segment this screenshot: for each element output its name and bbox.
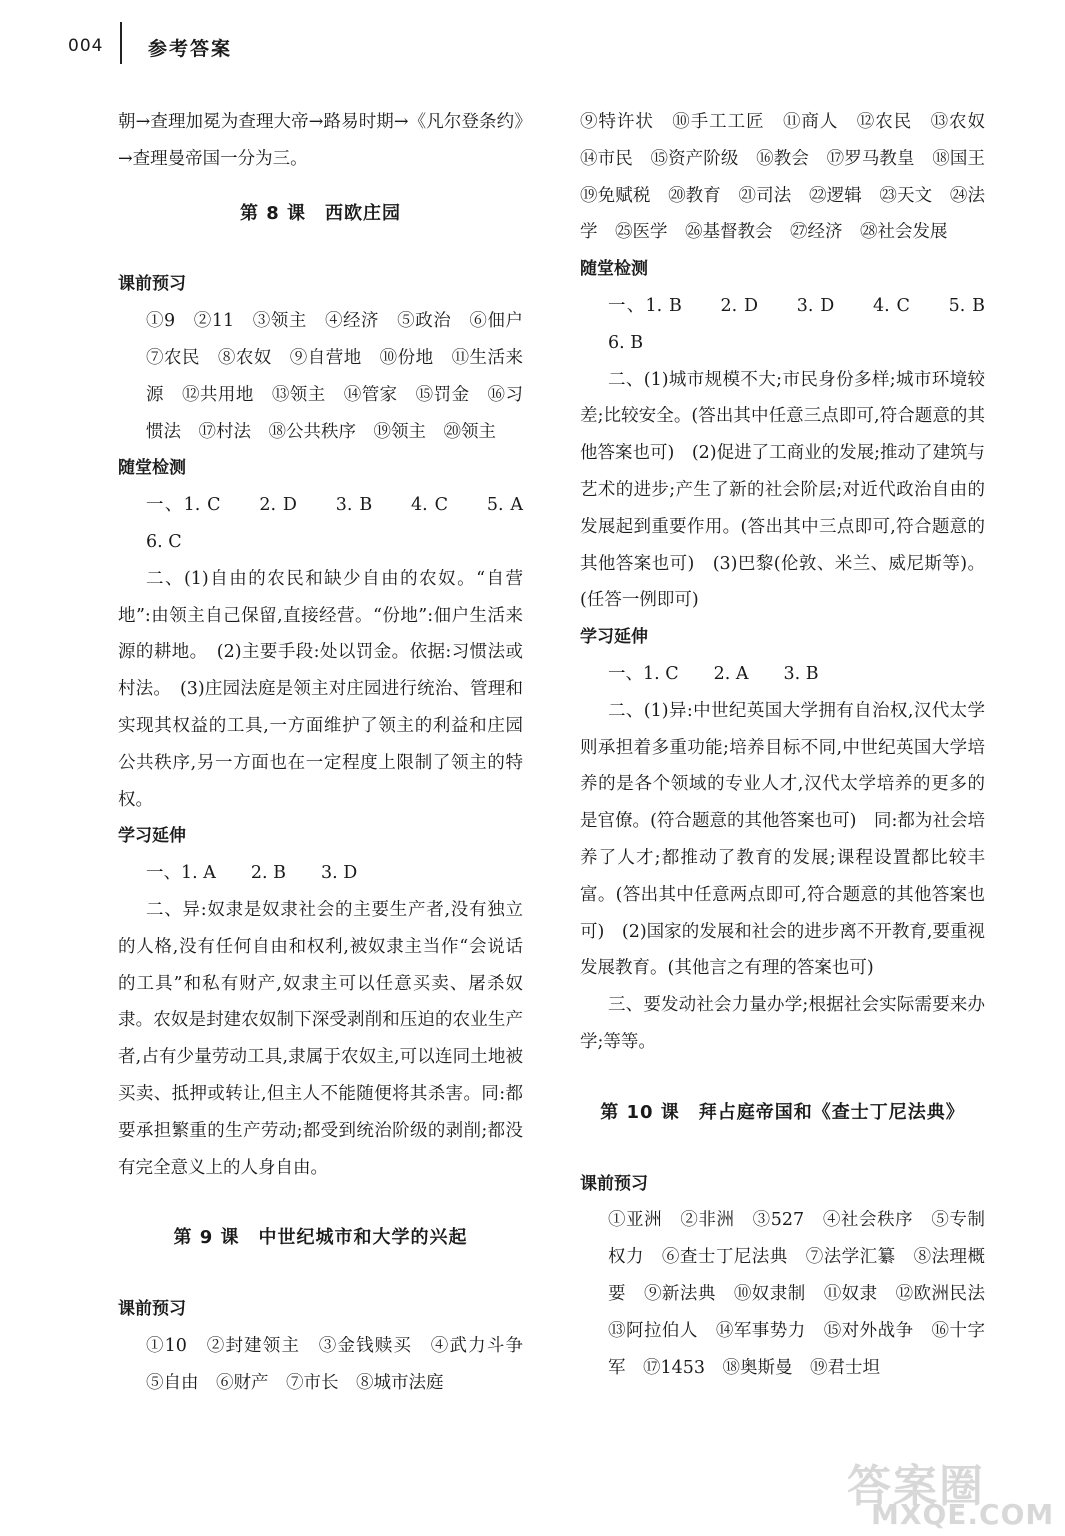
lesson-8-extension-mc: 一、1. A 2. B 3. D <box>146 863 358 884</box>
page-number: 004 <box>68 36 104 56</box>
lesson-8-extension-q2: 二、异:奴隶是奴隶社会的主要生产者,没有独立的人格,没有任何自由和权利,被奴隶主当作“会说话的工具”和私有财产,奴隶主可以任意买卖、屠杀奴隶。农奴是封建农奴制下深受剥削和压迫的农业生产者,占有少量劳动工具,隶属于农奴主,可以连同土地被买卖、抵押或转让,但主人不能随便将其杀害。同:都要承担繁重的生产劳动;都受到统治阶级的剥削;都没有完全意义上的人身自由。 <box>118 899 523 1178</box>
lesson-8-check-mc: 一、1. C 2. D 3. B 4. C 5. A 6. C <box>146 495 558 552</box>
lesson-9-check-heading: 随堂检测 <box>580 259 648 280</box>
lesson-10-preview-answers: ①亚洲 ②非洲 ③527 ④社会秩序 ⑤专制权力 ⑥查士丁尼法典 ⑦法学汇纂 ⑧法理概要 ⑨新法典 ⑩奴隶制 ⑪奴隶 ⑫欧洲民法 ⑬阿拉伯人 ⑭军事势力 ⑮对外战争 ⑯十字军 ⑰1453 ⑱奥斯曼 ⑲君士坦 <box>608 1210 1003 1378</box>
running-title: 参考答案 <box>148 38 233 60</box>
lesson-9-extension-q3: 三、要发动社会力量办学;根据社会实际需要来办学;等等。 <box>580 995 985 1052</box>
lesson-8-preview-answers: ①9 ②11 ③领主 ④经济 ⑤政治 ⑥佃户 ⑦农民 ⑧农奴 ⑨自营地 ⑩份地 ⑪生活来源 ⑫共用地 ⑬领主 ⑭管家 ⑮罚金 ⑯习惯法 ⑰村法 ⑱公共秩序 ⑲领主 ⑳领主 <box>146 311 541 442</box>
header-divider <box>120 22 122 64</box>
lesson-8-preview-heading: 课前预习 <box>118 274 186 295</box>
lesson-10-preview-heading: 课前预习 <box>580 1173 648 1194</box>
watermark-url: MXQE.COM <box>871 1498 1055 1531</box>
left-column <box>118 104 558 1402</box>
lesson-8-check-q2: 二、(1)自由的农民和缺少自由的农奴。“自营地”:由领主自己保留,直接经营。“份地”:佃户生活来源的耕地。 (2)主要手段:处以罚金。依据:习惯法或村法。 (3)庄园法庭是领主对庄园进行统治、管理和实现其权益的工具,一方面维护了领主的利益和庄园公共秩序,另一方面也在一定程度上限制了领主的特权。 <box>118 568 523 810</box>
lesson-9-preview-answers: ①10 ②封建领主 ③金钱赎买 ④武力斗争 ⑤自由 ⑥财产 ⑦市长 ⑧城市法庭 <box>146 1335 541 1393</box>
lesson-8-check-heading: 随堂检测 <box>118 458 186 479</box>
page-header <box>0 0 1065 70</box>
lesson-9-extension-mc: 一、1. C 2. A 3. B <box>608 663 819 684</box>
lesson-9-preview-heading: 课前预习 <box>118 1299 186 1320</box>
lesson-9-preview-answers-cont: ⑨特许状 ⑩手工工匠 ⑪商人 ⑫农民 ⑬农奴 ⑭市民 ⑮资产阶级 ⑯教会 ⑰罗马教皇 ⑱国王 ⑲免赋税 ⑳教育 ㉑司法 ㉒逻辑 ㉓天文 ㉔法学 ㉕医学 ㉖基督教会 ㉗经济 ㉘社会发展 <box>580 112 1003 243</box>
watermark-logo <box>847 1450 1055 1531</box>
lesson-10-title: 第 10 课 拜占庭帝国和《查士丁尼法典》 <box>600 1101 965 1123</box>
lesson-9-check-mc: 一、1. B 2. D 3. D 4. C 5. B 6. B <box>608 295 1020 353</box>
watermark-text: 答案圈 <box>847 1461 985 1512</box>
lesson-9-check-q2: 二、(1)城市规模不大;市民身份多样;城市环境较差;比较安全。(答出其中任意三点即可,符合题意的其他答案也可) (2)促进了工商业的发展;推动了建筑与艺术的进步;产生了新的社会阶层;对近代政治自由的发展起到重要作用。(答出其中三点即可,符合题意的其他答案也可) (3)巴黎(伦敦、米兰、威尼斯等)。(任答一例即可) <box>580 369 986 611</box>
lesson-9-extension-heading: 学习延伸 <box>580 627 648 648</box>
lesson-9-title: 第 9 课 中世纪城市和大学的兴起 <box>173 1227 468 1249</box>
lesson-8-extension-heading: 学习延伸 <box>118 826 186 847</box>
lesson-8-title: 第 8 课 西欧庄园 <box>239 202 402 224</box>
intro-paragraph: 朝→查理加冕为查理大帝→路易时期→《凡尔登条约》→查理曼帝国一分为三。 <box>118 112 523 169</box>
lesson-9-extension-q2: 二、(1)异:中世纪英国大学拥有自治权,汉代太学则承担着多重功能;培养目标不同,中世纪英国大学培养的是各个领域的专业人才,汉代太学培养的更多的是官僚。(符合题意的其他答案也可) 同:都为社会培养了人才;都推动了教育的发展;课程设置都比较丰富。(答出其中任意两点即可,符合题意的其他答案也可) (2)国家的发展和社会的进步离不开教育,要重视发展教育。(其他言之有理的答案也可) <box>580 700 985 979</box>
right-column <box>580 104 1020 1386</box>
